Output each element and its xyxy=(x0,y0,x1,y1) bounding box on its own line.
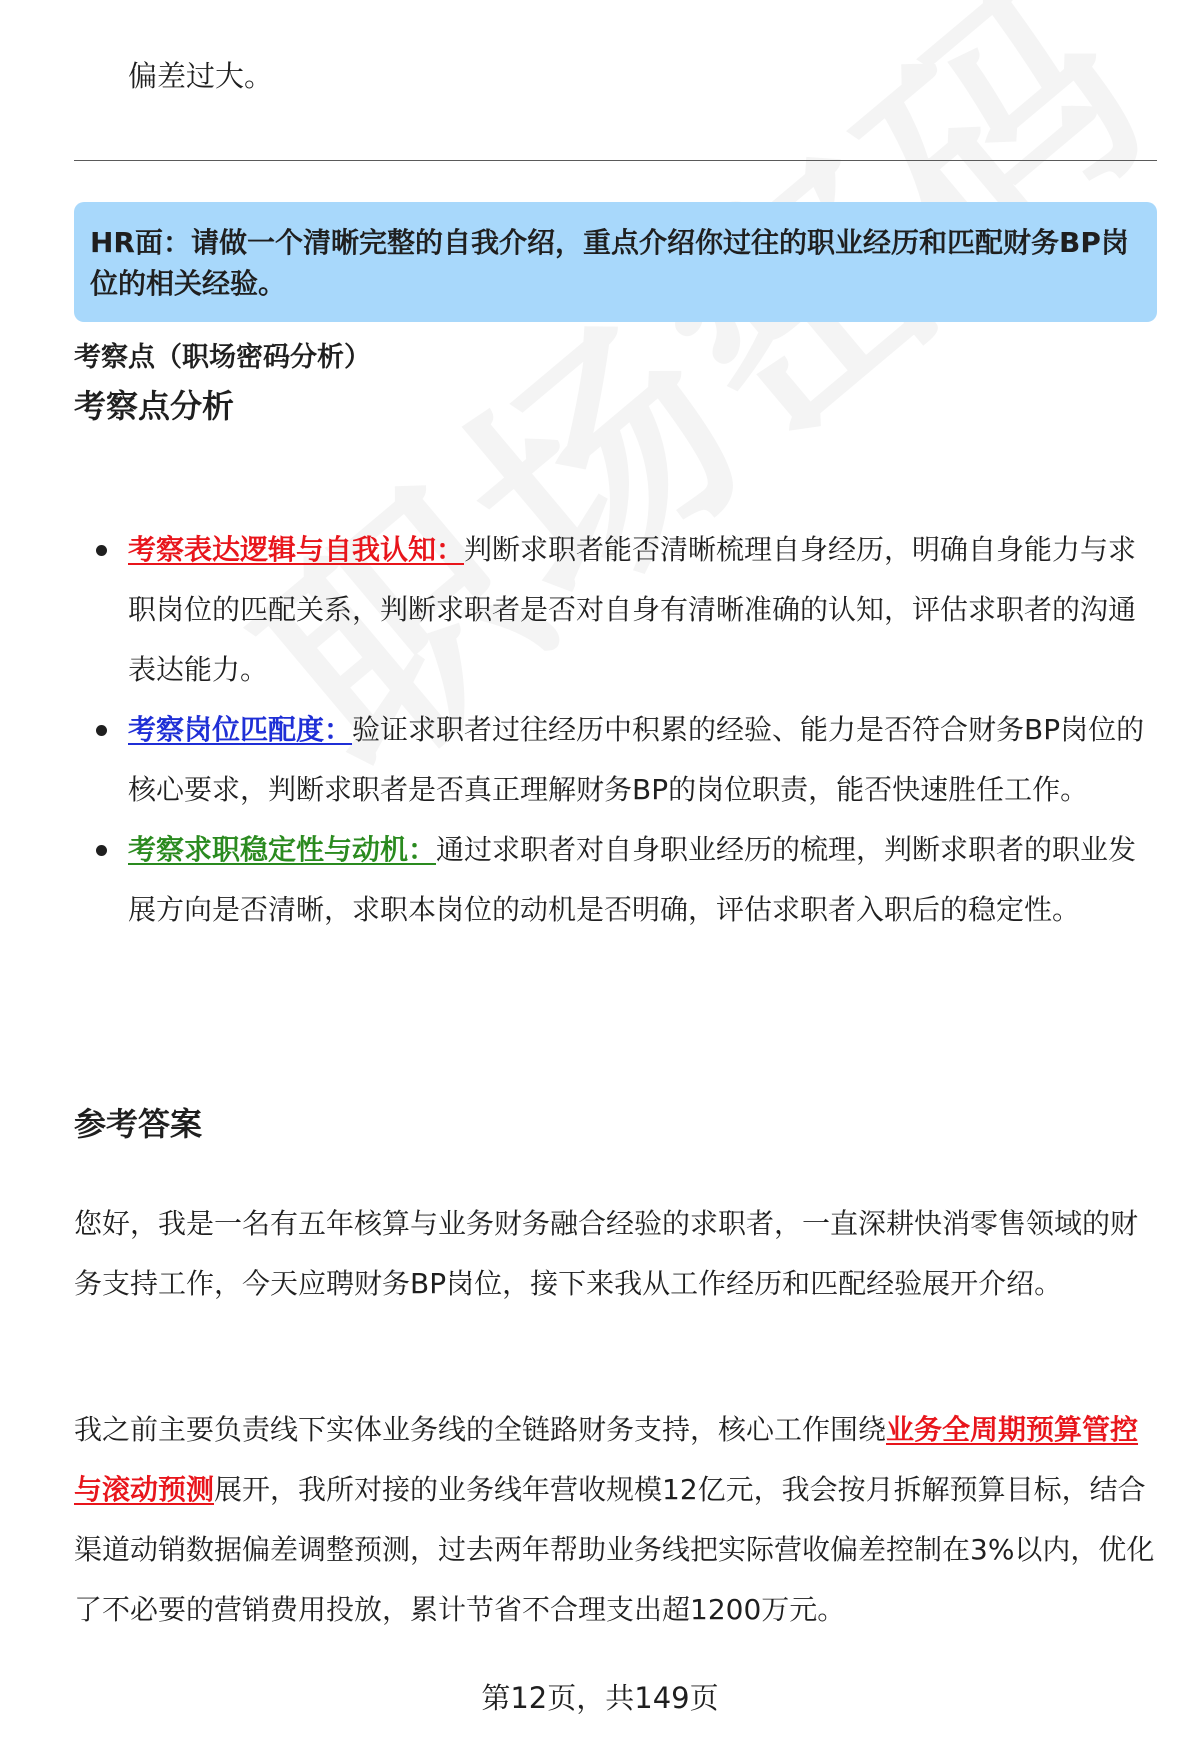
answer-highlight: 业务全周期预算管控与滚动预测 xyxy=(74,1413,1139,1506)
bullet-text: 验证求职者过往经历中积累的经验、能力是否符合财务BP岗位的核心要求，判断求职者是否真正理解财务BP的岗位职责，能否快速胜任工作。 xyxy=(128,713,1145,806)
answer-text: 我之前主要负责线下实体业务线的全链路财务支持，核心工作围绕 xyxy=(74,1413,887,1446)
analysis-list xyxy=(74,520,1157,940)
analysis-title: 考察点分析 xyxy=(74,387,235,425)
answer-paragraph-1: 您好，我是一名有五年核算与业务财务融合经验的求职者，一直深耕快消零售领域的财务支持工作，今天应聘财务BP岗位，接下来我从工作经历和匹配经验展开介绍。 xyxy=(74,1207,1139,1300)
sub-label: 考察点（职场密码分析） xyxy=(74,342,371,373)
list-item xyxy=(74,700,1157,820)
bullet-dot-icon xyxy=(96,545,107,556)
bullet-keyword: 考察表达逻辑与自我认知： xyxy=(128,533,465,566)
bullet-dot-icon xyxy=(96,845,107,856)
list-item xyxy=(74,520,1157,700)
previous-section-tail: 偏差过大。 xyxy=(128,59,274,93)
answer-text: 展开，我所对接的业务线年营收规模12亿元，我会按月拆解预算目标，结合渠道动销数据偏差调整预测，过去两年帮助业务线把实际营收偏差控制在3%以内，优化了不必要的营销费用投放，累计节省不合理支出超1200万元。 xyxy=(74,1473,1155,1626)
section-divider xyxy=(74,160,1157,161)
answer-title: 参考答案 xyxy=(74,1105,203,1143)
bullet-keyword: 考察岗位匹配度： xyxy=(128,713,353,746)
bullet-text: 通过求职者对自身职业经历的梳理，判断求职者的职业发展方向是否清晰，求职本岗位的动机是否明确，评估求职者入职后的稳定性。 xyxy=(128,833,1137,926)
page-number: 第12页，共149页 xyxy=(481,1681,719,1715)
bullet-keyword: 考察求职稳定性与动机： xyxy=(128,833,437,866)
bullet-text: 判断求职者能否清晰梳理自身经历，明确自身能力与求职岗位的匹配关系，判断求职者是否对自身有清晰准确的认知，评估求职者的沟通表达能力。 xyxy=(128,533,1137,686)
list-item xyxy=(74,820,1157,940)
bullet-dot-icon xyxy=(96,725,107,736)
question-box: HR面：请做一个清晰完整的自我介绍，重点介绍你过往的职业经历和匹配财务BP岗位的相关经验。 xyxy=(74,202,1157,322)
answer-paragraph-2 xyxy=(74,1400,1157,1640)
